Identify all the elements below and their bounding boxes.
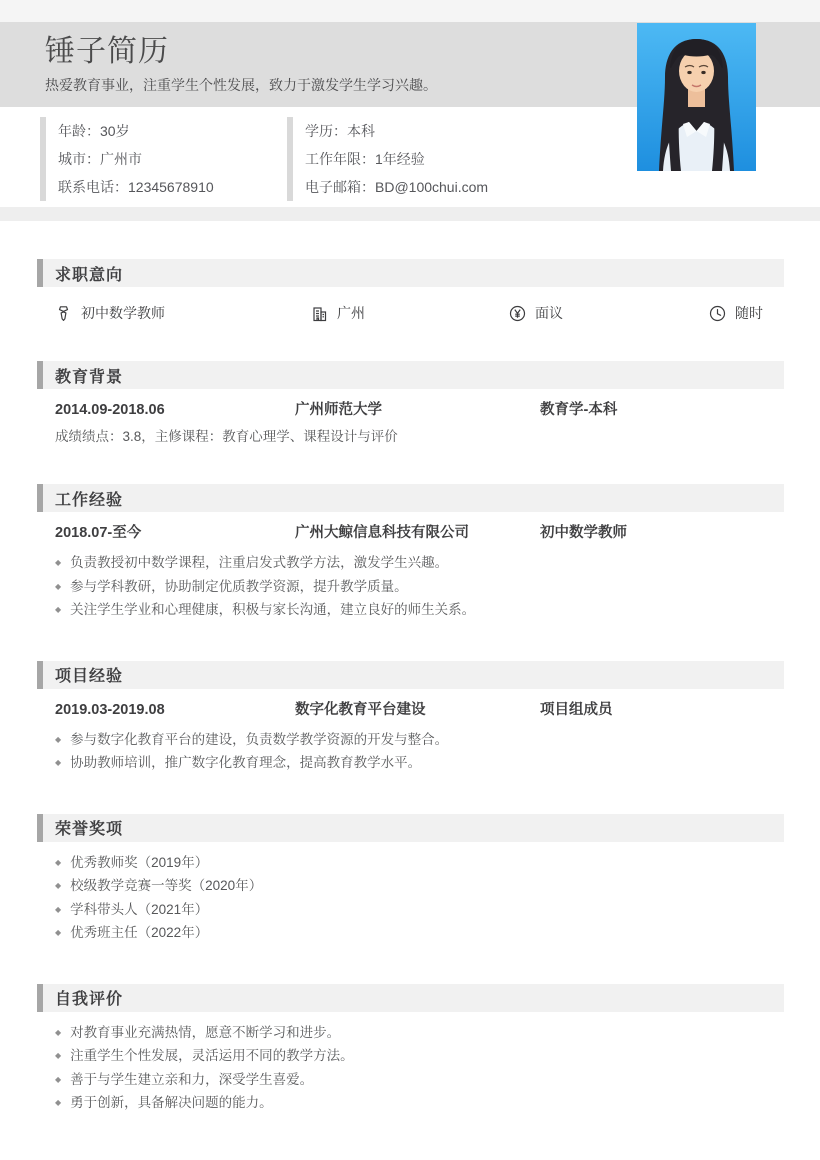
- section-project-experience: [0, 661, 820, 776]
- info-experience-years: 工作年限：1年经验: [305, 151, 425, 167]
- list-item: ◆ 关注学生学业和心理健康，积极与家长沟通，建立良好的师生关系。: [55, 599, 784, 623]
- clock-icon: [709, 305, 726, 322]
- list-item: ◆ 协助教师培训，推广数字化教育理念，提高教育教学水平。: [55, 752, 784, 776]
- section-header-job-intent: [37, 259, 784, 287]
- section-job-intent: [0, 259, 820, 323]
- project-role: 项目组成员: [540, 701, 613, 718]
- project-name: 数字化教育平台建设: [295, 701, 426, 718]
- section-header-work: [37, 484, 784, 512]
- salary-icon: [509, 305, 526, 322]
- education-detail: 成绩绩点：3.8，主修课程：教育心理学、课程设计与评价: [55, 429, 398, 444]
- section-header-self-evaluation: [37, 984, 784, 1012]
- intent-city: [311, 303, 509, 323]
- intent-city-label: 广州: [337, 305, 365, 321]
- section-title: 荣誉奖项: [55, 821, 124, 838]
- work-company: 广州大鲸信息科技有限公司: [295, 525, 469, 541]
- section-title: 项目经验: [55, 668, 124, 685]
- intent-salary-label: 面议: [535, 305, 563, 321]
- list-item: ◆ 注重学生个性发展，灵活运用不同的教学方法。: [55, 1045, 784, 1069]
- project-date: 2019.03-2019.08: [55, 701, 165, 718]
- project-entry-row: [0, 701, 820, 719]
- basic-info-left-column: [40, 117, 287, 201]
- info-city: 城市：广州市: [58, 151, 142, 167]
- work-bullet-list: [55, 552, 784, 623]
- section-title: 自我评价: [55, 991, 124, 1008]
- section-header-project: [37, 661, 784, 689]
- resume-title: 锤子简历: [45, 35, 169, 68]
- education-degree: 教育学-本科: [540, 402, 618, 418]
- intent-availability: [709, 303, 784, 323]
- section-title: 求职意向: [55, 266, 124, 284]
- list-item: ◆ 对教育事业充满热情，愿意不断学习和进步。: [55, 1022, 784, 1046]
- header-divider-strip: [0, 207, 820, 221]
- section-title: 工作经验: [55, 491, 124, 509]
- section-education: [0, 361, 820, 446]
- section-title: 教育背景: [55, 368, 124, 386]
- list-item: ◆ 负责教授初中数学课程，注重启发式教学方法，激发学生兴趣。: [55, 552, 784, 576]
- section-work-experience: [0, 484, 820, 623]
- info-age: 年龄：30岁: [58, 123, 130, 139]
- education-entry-row: [0, 401, 820, 419]
- list-item: ◆ 勇于创新，具备解决问题的能力。: [55, 1092, 784, 1116]
- list-item: ◆ 善于与学生建立亲和力，深受学生喜爱。: [55, 1069, 784, 1093]
- resume-subtitle: 热爱教育事业，注重学生个性发展，致力于激发学生学习兴趣。: [45, 77, 437, 93]
- list-item: ◆ 参与数字化教育平台的建设，负责数学教学资源的开发与整合。: [55, 729, 784, 753]
- tie-icon: [55, 305, 72, 322]
- intent-availability-label: 随时: [735, 305, 763, 321]
- section-header-honors: [37, 814, 784, 842]
- building-icon: [311, 305, 328, 322]
- self-evaluation-bullet-list: [55, 1022, 784, 1116]
- intent-salary: [509, 303, 709, 323]
- list-item: ◆ 参与学科教研，协助制定优质教学资源，提升教学质量。: [55, 576, 784, 600]
- info-email: 电子邮箱：BD@100chui.com: [305, 179, 489, 195]
- info-phone: 联系电话：12345678910: [58, 179, 214, 195]
- list-item: ◆ 校级教学竞赛一等奖（2020年）: [55, 875, 784, 899]
- intent-position-label: 初中数学教师: [81, 305, 165, 321]
- list-item: ◆ 优秀教师奖（2019年）: [55, 852, 784, 876]
- page-top-margin: [0, 0, 820, 22]
- list-item: ◆ 优秀班主任（2022年）: [55, 922, 784, 946]
- profile-photo: [637, 23, 756, 171]
- info-degree: 学历：本科: [305, 123, 375, 139]
- project-bullet-list: [55, 729, 784, 776]
- section-self-evaluation: [0, 984, 820, 1116]
- work-role: 初中数学教师: [540, 525, 627, 541]
- intent-position: [55, 303, 311, 323]
- work-entry-row: [0, 524, 820, 542]
- id-photo-illustration: [637, 23, 756, 171]
- job-intent-row: [0, 303, 820, 323]
- section-honors: [0, 814, 820, 946]
- work-date: 2018.07-至今: [55, 525, 142, 541]
- education-school: 广州师范大学: [295, 402, 382, 418]
- education-date: 2014.09-2018.06: [55, 402, 165, 418]
- honors-bullet-list: [55, 852, 784, 946]
- list-item: ◆ 学科带头人（2021年）: [55, 899, 784, 923]
- basic-info-right-column: [287, 117, 587, 201]
- section-header-education: [37, 361, 784, 389]
